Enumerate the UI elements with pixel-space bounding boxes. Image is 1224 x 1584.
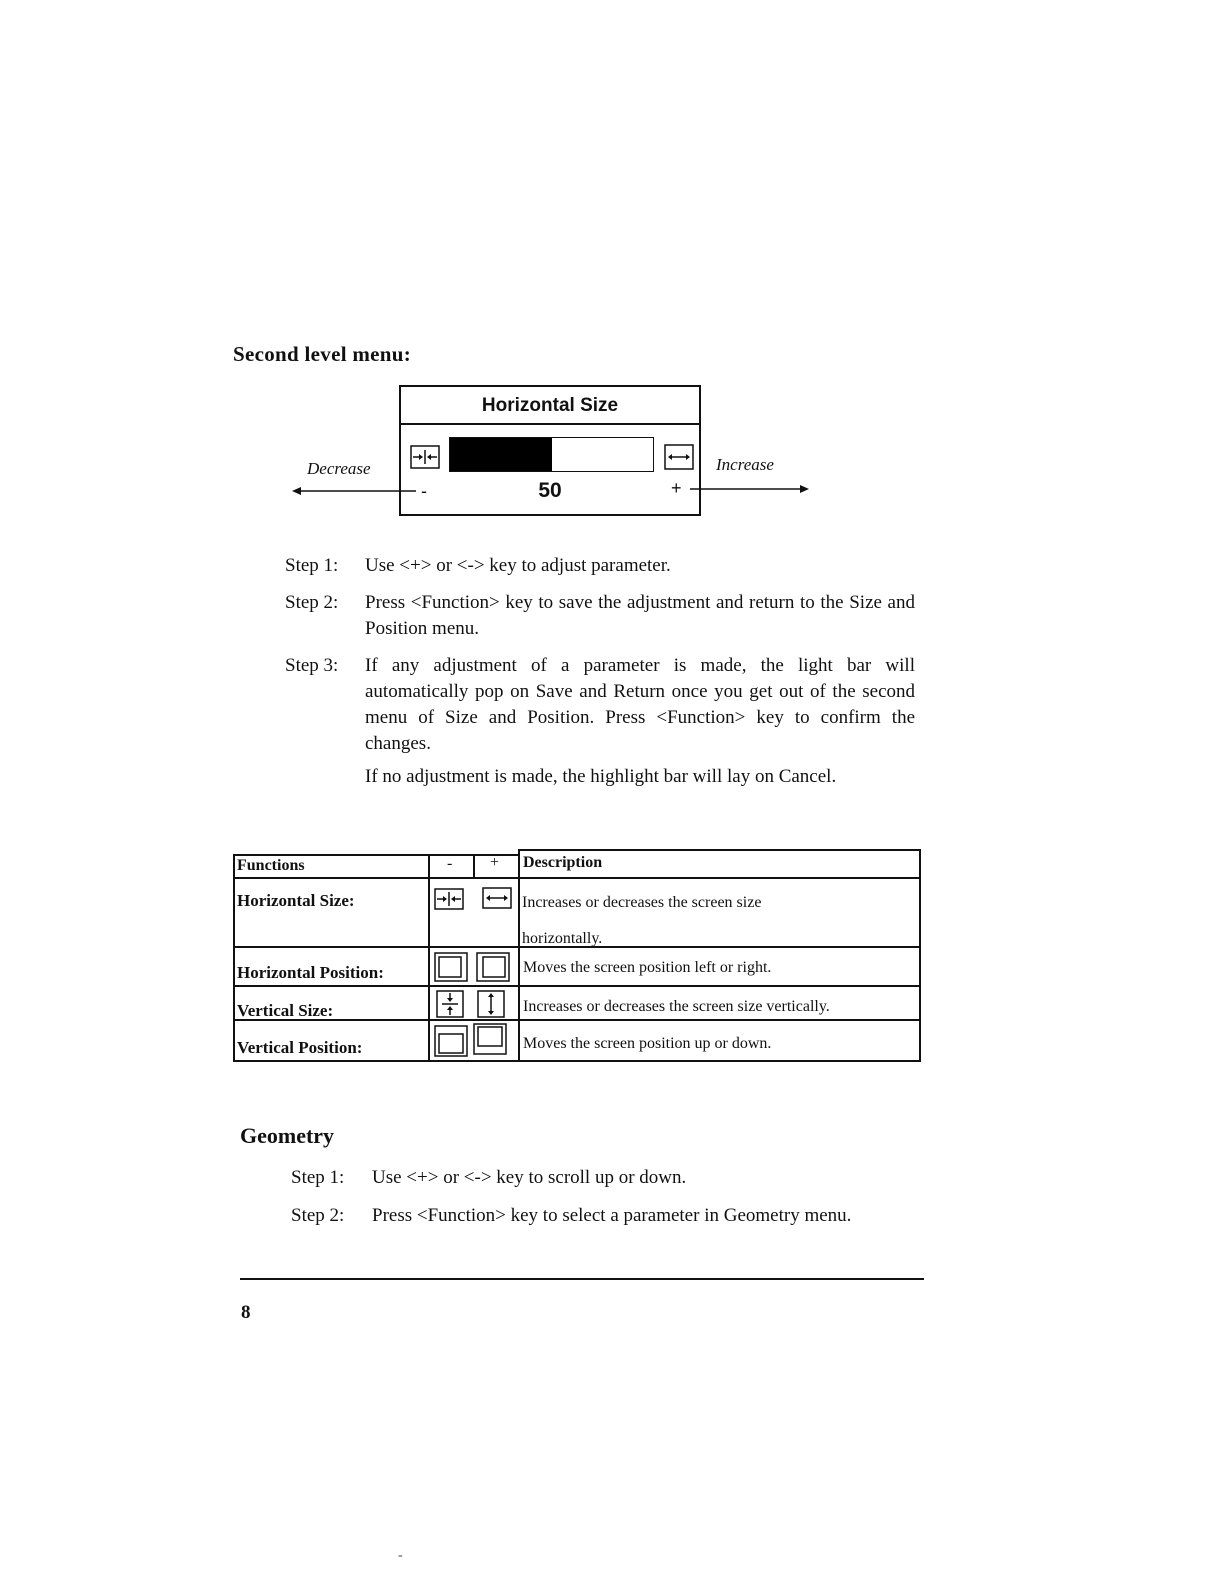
step-text: Press <Function> key to select a parameter in Geometry menu.	[372, 1205, 852, 1226]
table-row-horizontal-position-name: Horizontal Position:	[237, 963, 384, 982]
section-heading-geometry: Geometry	[240, 1123, 335, 1148]
osd-plus-label: +	[671, 478, 682, 498]
footer-rule	[240, 1278, 924, 1280]
section-heading-second-level-menu: Second level menu:	[233, 342, 412, 366]
osd-value: 50	[538, 479, 562, 502]
page-number: 8	[241, 1302, 251, 1323]
step-text: If any adjustment of a parameter is made, the light bar will automatically pop on Save and Return once you get out of the second menu of Size and Position. Press <Function> key to confirm the changes.	[365, 655, 915, 754]
step-text: Press <Function> key to save the adjustment and return to the Size and Position menu.	[365, 592, 915, 639]
position-left-icon	[434, 952, 468, 987]
stray-mark: -	[398, 1548, 403, 1563]
functions-table	[233, 849, 921, 1062]
horizontal-expand-icon	[664, 444, 694, 475]
table-row-vertical-size-name: Vertical Size:	[237, 1001, 334, 1020]
osd-panel	[399, 385, 701, 516]
step-label: Step 2:	[291, 1205, 345, 1226]
increase-label: Increase	[716, 455, 774, 474]
table-row-horizontal-size-description: Increases or decreases the screen size horizontally.	[522, 894, 762, 947]
step-label: Step 1:	[291, 1167, 345, 1188]
step-text: Use <+> or <-> key to scroll up or down.	[372, 1167, 687, 1188]
table-header-plus: +	[490, 854, 500, 871]
table-row-horizontal-position-description: Moves the screen position left or right.	[523, 959, 772, 976]
horizontal-shrink-icon	[410, 445, 440, 474]
table-header-description: Description	[523, 854, 603, 871]
step-label: Step 1:	[285, 555, 339, 576]
increase-arrow-icon	[690, 482, 810, 501]
decrease-arrow-icon	[292, 484, 416, 503]
table-header-minus: -	[447, 855, 453, 872]
osd-level-bar	[449, 437, 654, 472]
table-header-functions: Functions	[237, 857, 305, 874]
horizontal-shrink-icon	[434, 888, 464, 915]
position-up-icon	[473, 1023, 507, 1060]
table-row-vertical-size-description: Increases or decreases the screen size vertically.	[523, 998, 830, 1015]
position-down-icon	[434, 1025, 468, 1062]
position-right-icon	[476, 952, 510, 987]
vertical-shrink-icon	[436, 990, 464, 1023]
decrease-label: Decrease	[307, 459, 371, 478]
step-label: Step 2:	[285, 592, 339, 613]
step-text: Use <+> or <-> key to adjust parameter.	[365, 555, 671, 576]
table-row-vertical-position-description: Moves the screen position up or down.	[523, 1035, 772, 1052]
osd-level-bar-fill	[450, 438, 552, 471]
vertical-expand-icon	[477, 990, 505, 1023]
osd-minus-label: -	[421, 481, 427, 501]
horizontal-expand-icon	[482, 887, 512, 914]
osd-title: Horizontal Size	[401, 387, 699, 425]
step-label: Step 3:	[285, 655, 339, 676]
table-row-horizontal-size-name: Horizontal Size:	[237, 891, 355, 910]
table-row-vertical-position-name: Vertical Position:	[237, 1038, 363, 1057]
note-no-adjustment: If no adjustment is made, the highlight bar will lay on Cancel.	[365, 766, 837, 787]
